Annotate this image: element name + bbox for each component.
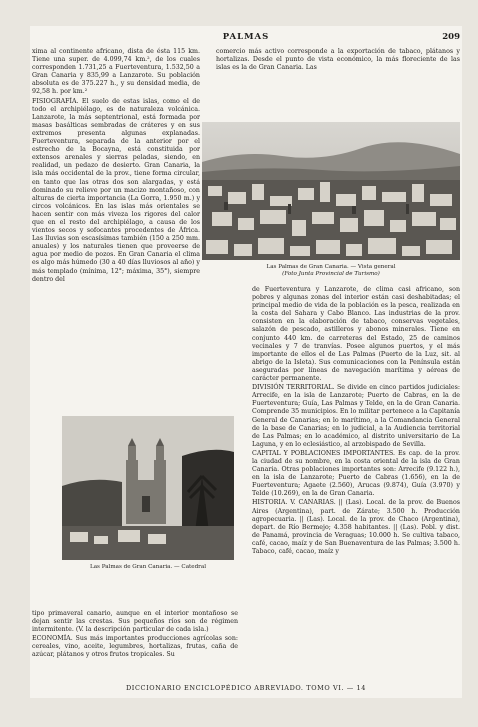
photo1-credit: (Foto Junta Provincial de Turismo)	[282, 271, 380, 277]
paragraph: tipo primaveral canario, aunque en el interior montañoso se dejan sentir las crestas. Sus pequeños ríos son de régimen intermitente. (V. la descripción particular de cada isla.)	[32, 610, 238, 634]
paragraph: ECONOMÍA. Sus más importantes producciones agrícolas son: cereales, vino, aceite, legumbres, hortalizas, frutas, caña de azúcar, plátanos y otros frutos tropicales. Su	[32, 635, 238, 659]
cathedral-image	[62, 416, 234, 560]
city-panorama-image	[202, 122, 460, 260]
paragraph: comercio más activo corresponde a la exportación de tabaco, plátanos y hortalizas. Desde el punto de vista económico, la más floreciente de las islas es la de Gran Canaria. Las	[216, 48, 460, 72]
paragraph: CAPITAL Y POBLACIONES IMPORTANTES. Es cap. de la prov. la ciudad de su nombre, en la costa oriental de la isla de Gran Canaria. Otras poblaciones importantes son: Arrecife (9.122 h.), en la isla de Lanzarote; Puerto de Cabras (1.656), en la de Fuerteventura; Agaete (2.560), Arucas (9.874), Guía (3.970) y Telde (10.269), en la de Gran Canaria.	[252, 449, 460, 498]
paragraph: FISIOGRAFÍA. El suelo de estas islas, como el de todo el archipiélago, es de naturaleza volcánica. Lanzarote, la más septentrional, está formada por masas basálticas sembradas de cráteres y en sus extremos presenta algunas explanadas. Fuerteventura, separada de la anterior por el estrecho de la Bocayna, está constituida por extensos arenales y sierras peladas, siendo, en realidad, un pedazo de desierto. Gran Canaria, la isla más occidental de la prov., tiene forma circular, en tanto que las otras dos son alargadas, y está dominado su relieve por un macizo montañoso, con alturas de cierta importancia (La Gorra, 1.950 m.) y circos volcánicos. En las islas más orientales se hacen sentir con más viveza los rigores del calor que en el resto del archipiélago, a causa de los vientos secos y sofocantes procedentes de África. Las lluvias son escasísimas también (150 a 250 mm. anuales) y los naturales tienen que proveerse de agua por medio de pozos. En Gran Canaria el clima es algo más húmedo (30 a 40 días lluviosos al año) y más templado (mínima, 12°; máxima, 35°), siempre dentro del	[32, 97, 200, 283]
paragraph: de Fuerteventura y Lanzarote, de clima casi africano, son pobres y algunas zonas del interior están casi deshabitadas; el principal medio de vida de la población es la pesca, realizada en la costa del Sahara y Cabo Blanco. Las industrias de la prov. consisten en la elaboración de tabaco, conservas vegetales, salazón de pescado, astilleros y abonos minerales. Tiene en conjunto 440 km. de carreteras del Estado, 25 de caminos vecinales y 7 de tranvías. Posee algunos puertos, y el más importante de ellos el de Las Palmas (Puerto de la Luz, sit. al abrigo de la Isleta). Sus comunicaciones con la Península están aseguradas por líneas de navegación marítima y aéreas de carácter permanente.	[252, 286, 460, 383]
paragraph: DIVISIÓN TERRITORIAL. Se divide en cinco partidos judiciales: Arrecife, en la isla de Lanzarote; Puerto de Cabras, en la de Fuerteventura; Guía, Las Palmas y Telde, en la de Gran Canaria. Comprende 35 municipios. En lo militar pertenece a la Capitanía General de Canarias; en lo marítimo, a la Comandancia General de la base de Canarias; en lo judicial, a la Audiencia territorial de Las Palmas; en lo académico, al distrito universitario de La Laguna, y en lo eclesiástico, al arzobispado de Sevilla.	[252, 384, 460, 448]
page	[30, 26, 462, 698]
left-column-top	[32, 48, 200, 284]
paragraph: xima al continente africano, dista de ésta 115 km. Tiene una super. de 4.099,74 km.², de los cuales corresponden 1.731,25 a Fuerteventura, 1.532,50 a Gran Canaria y 835,99 a Lanzarote. Su población absoluta es de 375.227 h., y su densidad media, de 92,58 h. por km.²	[32, 48, 200, 96]
right-column-bottom	[252, 286, 460, 556]
paragraph: HISTORIA. V. CANARIAS. || (Las). Local. de la prov. de Buenos Aires (Argentina), part. de Zárate; 3.500 h. Producción agropecuaria. || (Las). Local. de la prov. de Chaco (Argentina), depart. de Río Bermejo; 4.358 habitantes. || (Las). Pobl. y dist. de Panamá, provincia de Veraguas; 10.000 h. Se cultiva tabaco, café, cacao, maíz y de San Buenaventura de las Palmas; 3.500 h. Tabaco, café, cacao, maíz y	[252, 499, 460, 555]
page-number: 209	[442, 32, 460, 42]
photo-cathedral	[62, 416, 234, 560]
left-column-bottom	[32, 610, 238, 660]
right-column-top	[216, 48, 460, 72]
photo2-caption: Las Palmas de Gran Canaria. — Catedral	[90, 564, 206, 570]
photo-general-view	[202, 122, 460, 260]
footer: DICCIONARIO ENCICLOPÉDICO ABREVIADO. TOMO VI. — 14	[125, 684, 367, 692]
running-header	[30, 32, 462, 46]
header-title: PALMAS	[222, 32, 270, 42]
photo1-caption: Las Palmas de Gran Canaria. — Vista general	[266, 264, 396, 270]
